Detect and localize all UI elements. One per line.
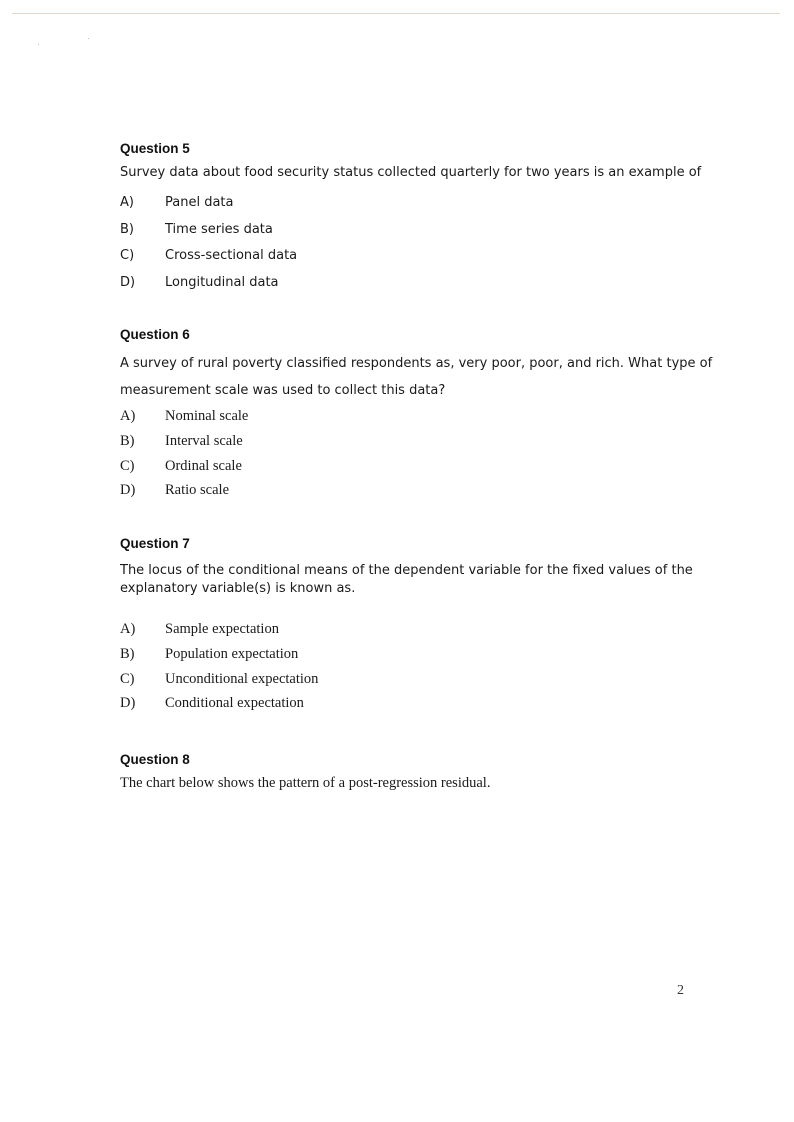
- option-text: Ratio scale: [165, 482, 230, 499]
- options-list: [120, 404, 712, 503]
- option-d[interactable]: [120, 478, 712, 503]
- option-b[interactable]: [120, 429, 712, 454]
- question-stem-line: measurement scale was used to collect this data?: [120, 383, 446, 398]
- option-letter: A): [120, 195, 134, 210]
- question-title: Question 6: [120, 327, 190, 342]
- question-6: [120, 327, 712, 503]
- option-text: Time series data: [165, 221, 273, 237]
- option-c[interactable]: [120, 454, 712, 479]
- question-stem-line: explanatory variable(s) is known as.: [120, 581, 356, 596]
- question-title: Question 8: [120, 752, 190, 767]
- option-text: Population expectation: [165, 645, 299, 662]
- option-text: Unconditional expectation: [165, 670, 319, 687]
- option-a[interactable]: [120, 404, 712, 429]
- scan-border-line: [12, 13, 780, 14]
- option-text: Interval scale: [165, 432, 243, 449]
- option-text: Ordinal scale: [165, 457, 242, 474]
- option-letter: B): [120, 221, 134, 237]
- option-b[interactable]: [120, 642, 693, 667]
- option-text: Cross-sectional data: [165, 248, 298, 263]
- options-list: [120, 190, 701, 296]
- option-letter: A): [120, 408, 136, 424]
- option-letter: B): [120, 645, 135, 662]
- option-b[interactable]: [120, 217, 701, 244]
- option-letter: D): [120, 274, 136, 290]
- option-d[interactable]: [120, 270, 701, 297]
- option-letter: B): [120, 432, 135, 449]
- option-text: Nominal scale: [165, 408, 249, 424]
- question-stem-line: A survey of rural poverty classified respondents as, very poor, poor, and rich. What type of: [120, 356, 713, 371]
- option-c[interactable]: [120, 243, 701, 270]
- option-letter: C): [120, 670, 135, 687]
- option-d[interactable]: [120, 691, 693, 716]
- option-letter: C): [120, 457, 135, 474]
- page-number: 2: [677, 983, 684, 998]
- option-letter: C): [120, 248, 135, 263]
- question-title: Question 7: [120, 536, 190, 551]
- question-stem: [120, 350, 712, 404]
- question-title: Question 5: [120, 141, 190, 156]
- question-8: [120, 752, 490, 792]
- option-a[interactable]: [120, 190, 701, 217]
- option-c[interactable]: [120, 667, 693, 692]
- options-list: [120, 617, 693, 716]
- scan-speck: [88, 38, 89, 39]
- question-5: [120, 141, 701, 296]
- question-stem: The chart below shows the pattern of a post-regression residual.: [120, 775, 491, 791]
- question-stem-line: The locus of the conditional means of the dependent variable for the fixed values of the: [120, 563, 693, 578]
- question-stem: [120, 562, 693, 598]
- option-a[interactable]: [120, 617, 693, 642]
- option-text: Longitudinal data: [165, 274, 279, 290]
- option-text: Panel data: [165, 195, 234, 210]
- option-letter: D): [120, 482, 136, 499]
- question-stem: Survey data about food security status collected quarterly for two years is an example of: [120, 165, 702, 180]
- question-7: [120, 536, 693, 716]
- option-letter: A): [120, 621, 136, 637]
- option-text: Sample expectation: [165, 621, 279, 637]
- option-letter: D): [120, 695, 136, 712]
- scan-speck: [38, 44, 39, 45]
- option-text: Conditional expectation: [165, 695, 304, 712]
